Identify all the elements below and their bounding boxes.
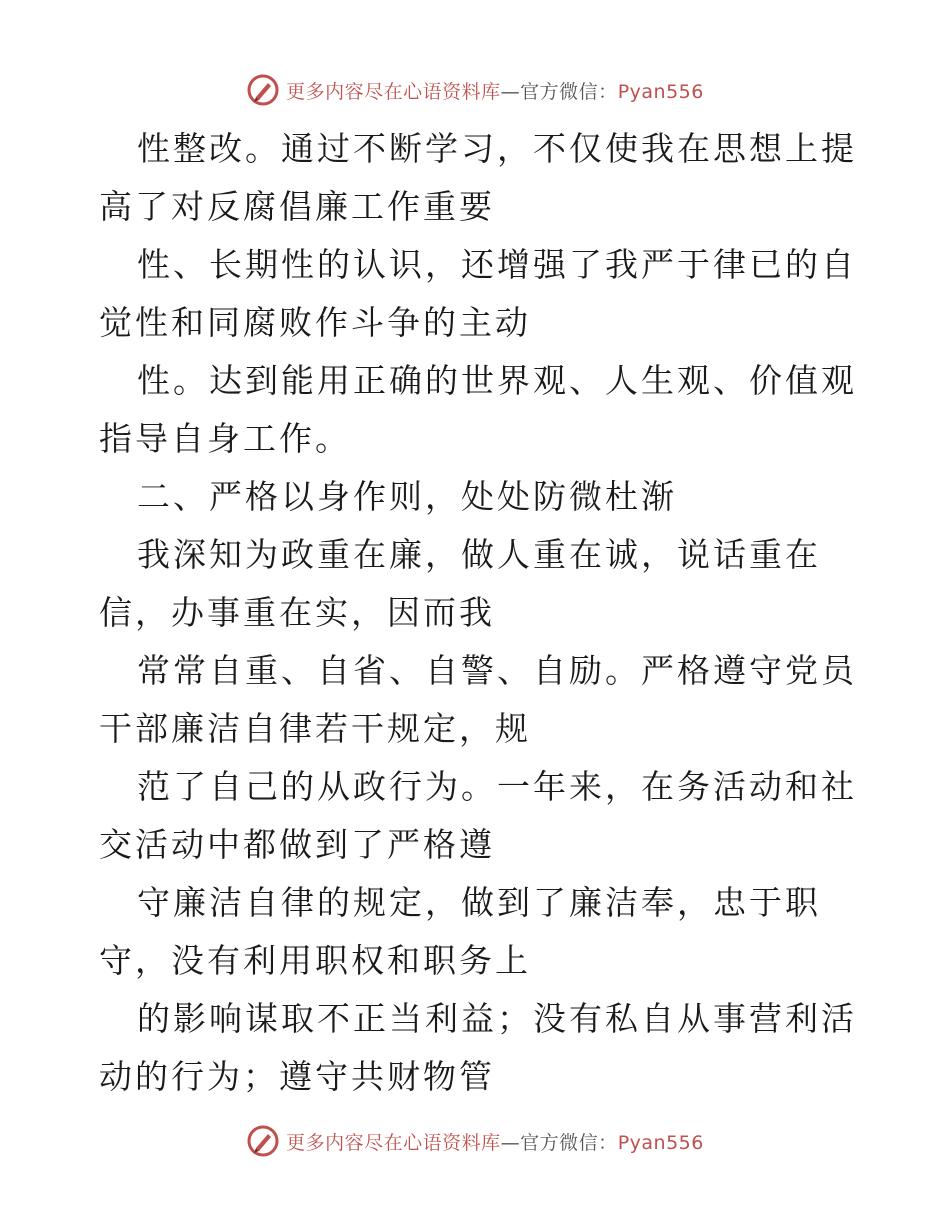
watermark-brand: 更多内容尽在心语资料库 [286, 1131, 501, 1154]
watermark-wechat-id: Pyan556 [617, 1131, 704, 1154]
section-heading: 二、严格以身作则，处处防微杜渐 [137, 477, 677, 516]
paragraph: 的影响谋取不正当利益；没有私自从事营利活动的行为；遵守共财物管 [99, 999, 857, 1096]
watermark-brand: 更多内容尽在心语资料库 [286, 80, 501, 103]
pen-logo-icon [246, 73, 280, 107]
footer-watermark [0, 1121, 950, 1161]
pen-logo-icon [246, 1124, 280, 1158]
paragraph: 守廉洁自律的规定，做到了廉洁奉，忠于职守，没有利用职权和职务上 [99, 883, 821, 980]
paragraph: 范了自己的从政行为。一年来，在务活动和社交活动中都做到了严格遵 [99, 767, 857, 864]
document-body [99, 120, 859, 1106]
watermark-text [286, 77, 704, 104]
watermark-dash: — [500, 80, 521, 103]
watermark-wechat-label: 官方微信： [520, 80, 618, 103]
watermark-wechat-id: Pyan556 [617, 80, 704, 103]
watermark-dash: — [500, 1131, 521, 1154]
watermark-wechat-label: 官方微信： [520, 1131, 618, 1154]
paragraph: 性、长期性的认识，还增强了我严于律已的自觉性和同腐败作斗争的主动 [99, 245, 857, 342]
watermark-text [286, 1128, 704, 1155]
header-watermark [0, 70, 950, 110]
paragraph: 常常自重、自省、自警、自励。严格遵守党员干部廉洁自律若干规定，规 [99, 651, 857, 748]
paragraph: 性。达到能用正确的世界观、人生观、价值观指导自身工作。 [99, 361, 857, 458]
paragraph: 我深知为政重在廉，做人重在诚，说话重在信，办事重在实，因而我 [99, 535, 821, 632]
paragraph: 性整改。通过不断学习，不仅使我在思想上提高了对反腐倡廉工作重要 [99, 129, 857, 226]
